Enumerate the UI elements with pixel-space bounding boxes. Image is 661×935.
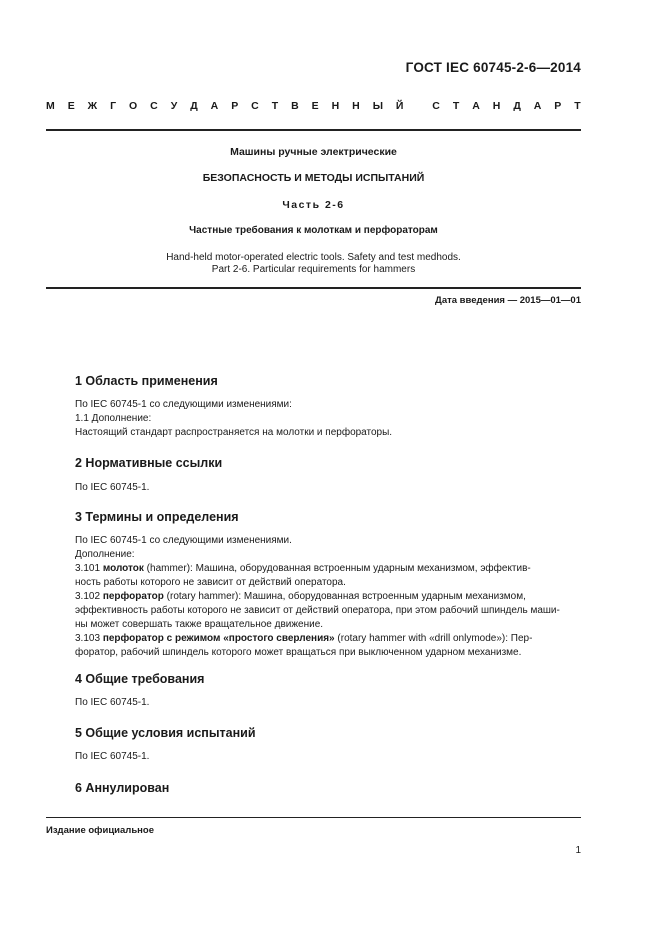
banner-letter: Ы [372, 100, 383, 112]
definition-term: перфоратор с режимом «простого сверления» [102, 633, 335, 644]
definition-3-103-continued: форатор, рабочий шпиндель которого может вращаться при выключенном ударном механизме. [75, 647, 522, 658]
section-1-heading: 1 Область применения [75, 374, 218, 388]
definition-text: (rotary hammer with «drill onlymode»): Пер- [334, 633, 533, 644]
title-english-line-1: Hand-held motor-operated electric tools. Safety and test medhods. [166, 252, 461, 263]
definition-term: молоток [102, 563, 144, 574]
definition-3-102-continued: эффективность работы которого не зависит от действий оператора, при этом рабочий шпиндель маши- [75, 605, 560, 616]
section-2-paragraph-1: По IEC 60745-1. [75, 482, 150, 493]
banner-letter: А [210, 100, 219, 112]
definition-3-102 [75, 590, 581, 604]
banner-letter: Р [554, 100, 562, 112]
title-line-4: Частные требования к молоткам и перфораторам [189, 225, 438, 236]
definition-number: 3.101 [75, 563, 103, 574]
banner-letter: Т [271, 100, 279, 112]
banner-letter: Т [452, 100, 460, 112]
title-line-2: БЕЗОПАСНОСТЬ И МЕТОДЫ ИСПЫТАНИЙ [202, 172, 425, 184]
banner-letter [416, 100, 419, 112]
page-number: 1 [575, 845, 581, 856]
banner-letter: О [129, 100, 138, 112]
banner-letter: Т [574, 100, 581, 112]
title-english [46, 252, 581, 276]
banner-letter: Н [331, 100, 340, 112]
document-code: ГОСТ IEC 60745-2-6—2014 [405, 60, 581, 75]
header-rule [46, 129, 581, 131]
section-4-paragraph-1: По IEC 60745-1. [75, 697, 150, 708]
banner-letter: Г [110, 100, 117, 112]
section-5-paragraph-1: По IEC 60745-1. [75, 751, 150, 762]
banner-letter: Р [231, 100, 239, 112]
banner-letter: Е [67, 100, 75, 112]
section-3-paragraph-1: По IEC 60745-1 со следующими изменениями. [75, 535, 292, 546]
definition-term: перфоратор [102, 591, 164, 602]
banner-letter: М [46, 100, 55, 112]
section-1-paragraph-2: 1.1 Дополнение: [75, 413, 152, 424]
definition-3-103 [75, 632, 581, 646]
section-1-paragraph-1: По IEC 60745-1 со следующими изменениями: [75, 399, 292, 410]
definition-number: 3.103 [75, 633, 103, 644]
banner-letter: С [432, 100, 440, 112]
definition-3-102-continued-2: ны может совершать также вращательное движение. [75, 619, 324, 630]
banner-letter: С [150, 100, 158, 112]
definition-text: (hammer): Машина, оборудованная встроенным ударным механизмом, эффектив- [143, 563, 531, 574]
definition-text: (rotary hammer): Машина, оборудованная встроенным ударным механизмом, [163, 591, 526, 602]
banner-letter: Д [513, 100, 521, 112]
definition-number: 3.102 [75, 591, 103, 602]
banner-letter: Н [492, 100, 501, 112]
banner-letter: Ж [87, 100, 98, 112]
banner-letter: Й [395, 100, 404, 112]
banner-letter: Н [352, 100, 360, 112]
banner-letter: Д [190, 100, 198, 112]
title-rule [46, 287, 581, 289]
banner-letter: У [170, 100, 178, 112]
section-4-heading: 4 Общие требования [75, 672, 205, 686]
title-line-1: Машины ручные электрические [230, 146, 397, 158]
title-english-line-2: Part 2-6. Particular requirements for hammers [211, 264, 416, 275]
interstate-standard-banner [46, 100, 581, 112]
footer-rule [46, 817, 581, 818]
banner-letter: Е [311, 100, 319, 112]
banner-letter: В [291, 100, 299, 112]
section-5-heading: 5 Общие условия испытаний [75, 726, 256, 740]
section-3-heading: 3 Термины и определения [75, 510, 239, 524]
section-1-paragraph-3: Настоящий стандарт распространяется на молотки и перфораторы. [75, 427, 393, 438]
definition-3-101 [75, 562, 581, 576]
section-6-heading: 6 Аннулирован [75, 781, 170, 795]
section-1-body [75, 398, 581, 440]
banner-letter: А [533, 100, 542, 112]
definition-3-101-continued: ность работы которого не зависит от действий оператора. [75, 577, 346, 588]
section-2-heading: 2 Нормативные ссылки [75, 456, 223, 470]
introduction-date: Дата введения — 2015—01—01 [435, 295, 581, 306]
banner-letter: А [472, 100, 480, 112]
section-3-body [75, 534, 581, 660]
title-part: Часть 2-6 [282, 199, 345, 211]
section-3-paragraph-2: Дополнение: [75, 549, 135, 560]
banner-letter: С [251, 100, 259, 112]
official-edition-label: Издание официальное [46, 825, 154, 836]
